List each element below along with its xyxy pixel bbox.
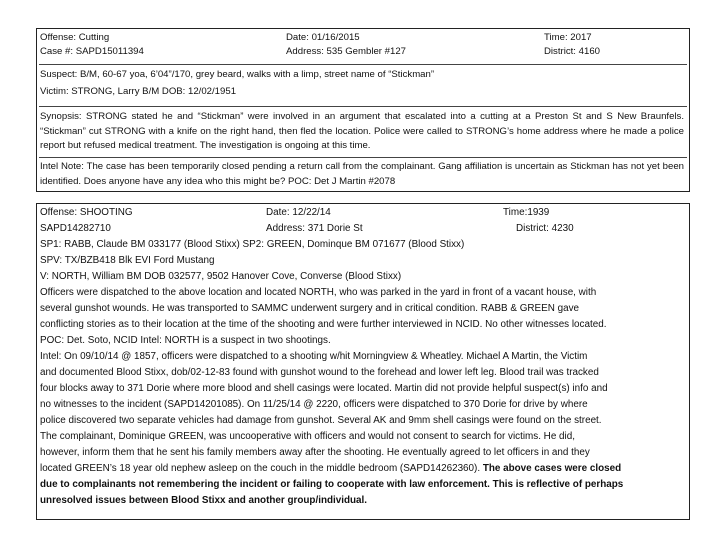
narrative-line: no witnesses to the incident (SAPD14201085). On 11/25/14 @ 2220, officers were dispatched to 370 Dorie for drive by where [40, 399, 588, 410]
victim-info: Victim: STRONG, Larry B/M DOB: 12/02/1951 [40, 86, 237, 97]
suspect-section [39, 64, 687, 106]
suspect-persons-line: SP1: RABB, Claude BM 033177 (Blood Stixx) SP2: GREEN, Dominque BM 071677 (Blood Stixx) [40, 239, 465, 250]
narrative-line: The complainant, Dominique GREEN, was uncooperative with officers and would not consent to search for victims. He did, [40, 431, 575, 442]
synopsis-section [39, 106, 687, 156]
case-cutting-box [36, 28, 690, 192]
conclusion-text: due to complainants not remembering the incident or failing to cooperate with law enforcement. This is reflective of perhaps [40, 479, 624, 490]
incident-address: Address: 371 Dorie St [266, 223, 363, 234]
narrative-text: located GREEN’s 18 year old nephew asleep on the couch in the middle bedroom (SAPD14262360). [40, 463, 481, 474]
offense-label: Offense: SHOOTING [40, 207, 133, 218]
narrative-line: four blocks away to 371 Dorie where more blood and shell casings were located. Martin did not provide helpful suspect(s) info and [40, 383, 608, 394]
conclusion-text: The above cases were closed [482, 463, 622, 474]
conclusion-line [38, 477, 684, 493]
narrative-line: however, inform them that he sent his family members away after the shooting. He eventually agreed to let officers in and they [40, 447, 590, 458]
incident-date: Date: 12/22/14 [266, 207, 331, 218]
incident-date: Date: 01/16/2015 [286, 32, 360, 43]
incident-district: District: 4160 [544, 46, 600, 57]
intel-note-text: Intel Note: The case has been temporarily closed pending a return call from the complainant. Gang affiliation is uncertain as Stickman has not yet been identified. Does anyone have any idea who this might be? POC: Det J Martin #2078 [40, 161, 684, 187]
narrative-line: conflicting stories as to their location at the time of the shooting and were further interviewed in NCID. No other witnesses located. [40, 319, 607, 330]
conclusion-line [38, 493, 684, 509]
synopsis-text: Synopsis: STRONG stated he and “Stickman” were involved in an argument that escalated into a cutting at a Preston St and S New Braunfels. “Stickman” cut STRONG with a knife on the right hand, then fled the location. Police were called to STRONG’s home address where he made a police report but refused medical treatment. The investigation is ongoing at this time. [40, 111, 684, 151]
narrative-line-mixed [38, 461, 684, 477]
incident-time: Time:1939 [503, 207, 550, 218]
incident-address: Address: 535 Gembler #127 [286, 46, 406, 57]
intel-note-section [39, 157, 687, 190]
suspect-vehicle-line: SPV: TX/BZB418 Blk EVI Ford Mustang [40, 255, 215, 266]
narrative-line: police discovered two separate vehicles had damage from gunshot. Several AK and 9mm shell casings were found on the street. [40, 415, 602, 426]
narrative-line: POC: Det. Soto, NCID Intel: NORTH is a suspect in two shootings. [40, 335, 331, 346]
victim-line: V: NORTH, William BM DOB 032577, 9502 Hanover Cove, Converse (Blood Stixx) [40, 271, 402, 282]
offense-label: Offense: Cutting [40, 32, 110, 43]
conclusion-text: unresolved issues between Blood Stixx and another group/individual. [40, 495, 368, 506]
narrative-line: and documented Blood Stixx, dob/02-12-83 found with gunshot wound to the forehead and lower left leg. Blood trail was tracked [40, 367, 599, 378]
incident-district: District: 4230 [516, 223, 574, 234]
narrative-line: Intel: On 09/10/14 @ 1857, officers were dispatched to a shooting w/hit Morningview & Wheatley. Michael A Martin, the Victim [40, 351, 588, 362]
case-number: SAPD14282710 [40, 223, 111, 234]
narrative-line: Officers were dispatched to the above location and located NORTH, who was parked in the yard in front of a vacant house, with [40, 287, 597, 298]
narrative-line: several gunshot wounds. He was transported to SAMMC underwent surgery and in critical condition. RABB & GREEN gave [40, 303, 579, 314]
suspect-description: Suspect: B/M, 60-67 yoa, 6’04”/170, grey beard, walks with a limp, street name of “Stickman” [40, 69, 435, 80]
incident-time: Time: 2017 [544, 32, 592, 43]
case-number: Case #: SAPD15011394 [40, 46, 144, 57]
